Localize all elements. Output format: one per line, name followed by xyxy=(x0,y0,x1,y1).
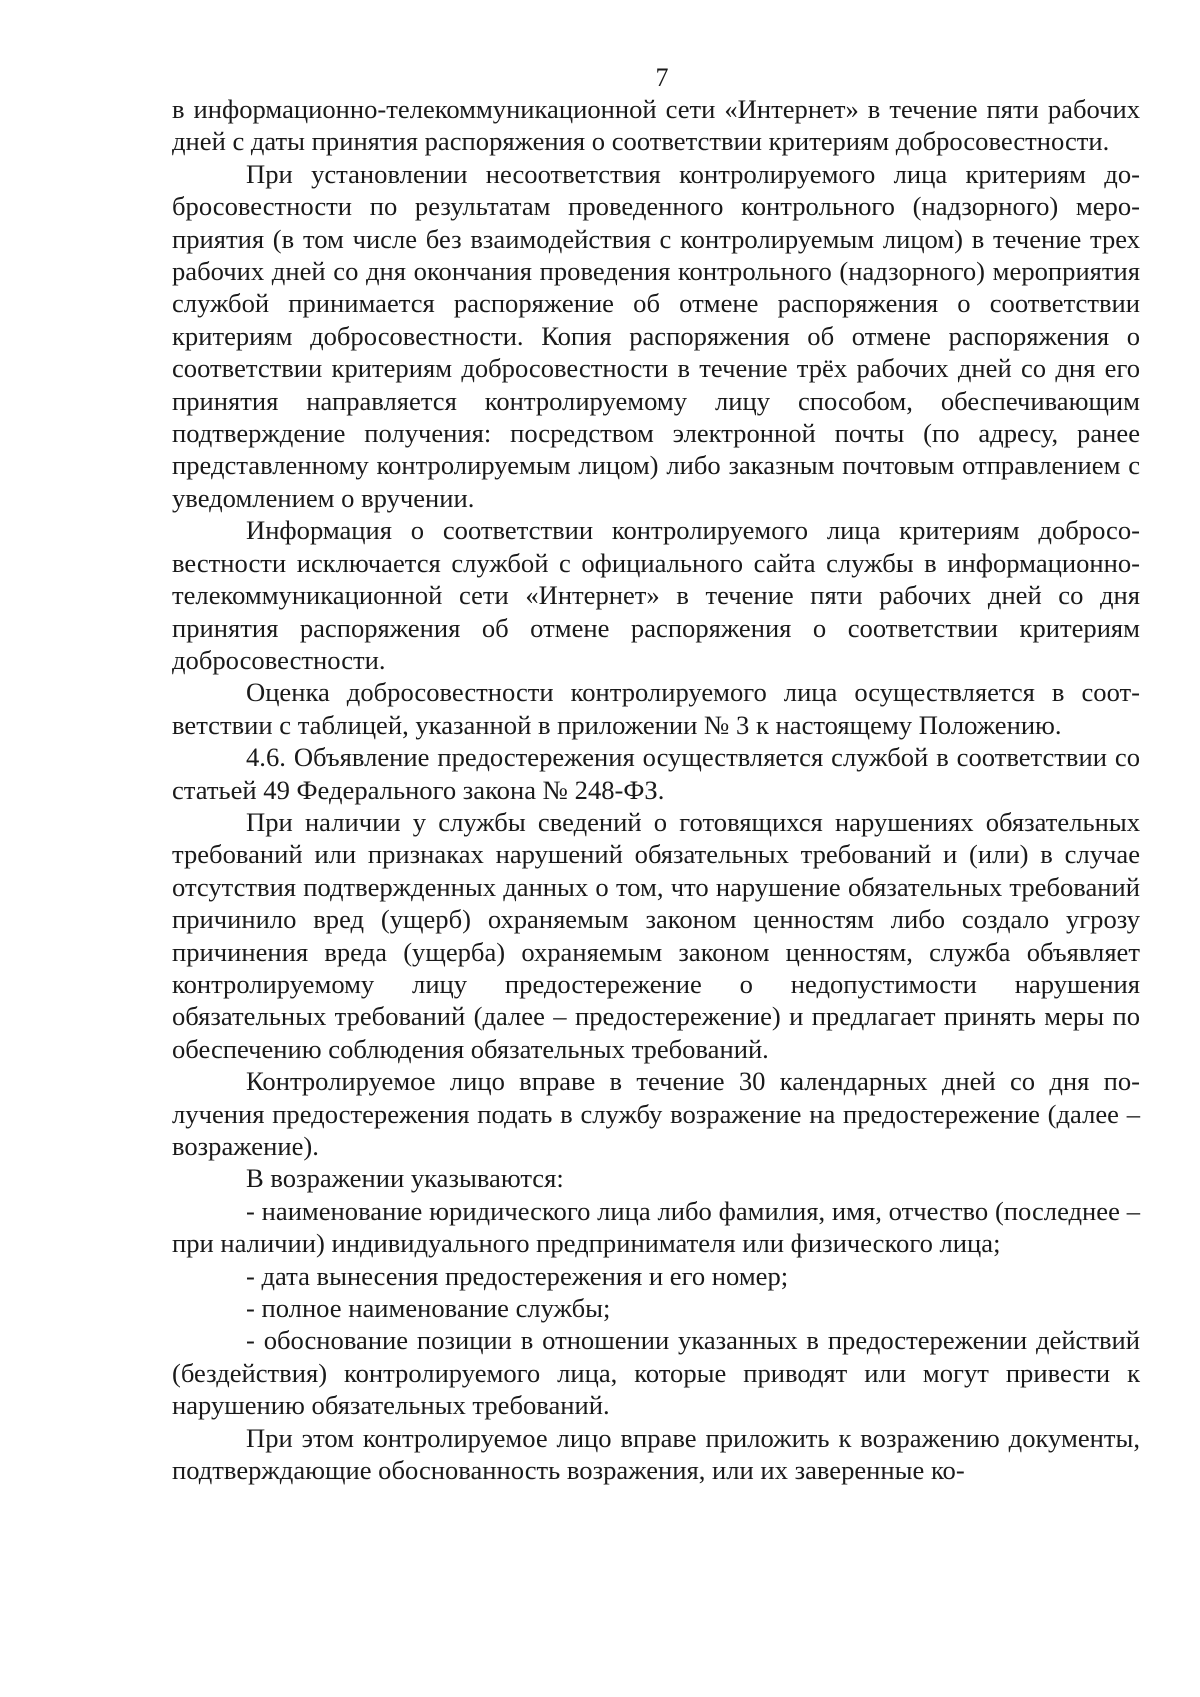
paragraph-info-removal: Информация о соответствии контролируемого лица критериям добросовестности исключается службой с официального сайта службы в информационно-телекоммуникационной сети «Интернет» в течение пяти рабочих дней со дня принятия распоряжения об отмене распоряжения о соответствии критериям добросовестности. xyxy=(172,515,1140,675)
paragraph-warning-conditions: При наличии у службы сведений о готовящихся нарушениях обязательных требований или признаках нарушений обязательных требований и (или) в случае отсутствия подтвержденных данных о том, что нарушение обязательных требований причинило вред (ущерб) охраняемым законом ценностям либо создало угрозу причинения вреда (ущерба) охраняемым законом ценностям, служба объявляет контролируемому лицу предостережение о недопустимости нарушения обязательных требований (далее – предостережение) и предлагает принять меры по обеспечению соблюдения обязательных требований. xyxy=(172,806,1140,1064)
page-number: 7 xyxy=(655,63,669,92)
paragraph-assessment: Оценка добросовестности контролируемого лица осуществляется в соответствии с таблицей, указанной в приложении № 3 к настоящему Положению. xyxy=(172,677,1140,740)
paragraph-objection-contents: В возражении указываются: xyxy=(246,1163,564,1194)
paragraph-continuation: в информационно-телекоммуникационной сети «Интернет» в течение пяти рабочих дней с даты принятия распоряжения о соответствии критериям добросовестности. xyxy=(172,94,1140,157)
paragraph-section-4-6: 4.6. Объявление предостережения осуществляется службой в соответствии со статьей 49 Федерального закона № 248-ФЗ. xyxy=(172,742,1140,805)
list-item-service-name: - полное наименование службы; xyxy=(246,1293,611,1324)
list-item-name: - наименование юридического лица либо фамилия, имя, отчество (последнее – при наличии) индивидуального предпринимателя или физического лица; xyxy=(172,1195,1140,1259)
document-body xyxy=(172,93,1140,1486)
paragraph-objection-right: Контролируемое лицо вправе в течение 30 календарных дней со дня получения предостережения подать в службу возражение на предостережение (далее – возражение). xyxy=(172,1066,1140,1161)
list-item-date: - дата вынесения предостережения и его номер; xyxy=(246,1260,789,1291)
paragraph-noncompliance: При установлении несоответствия контролируемого лица критериям добросовестности по результатам проведенного контрольного (надзорного) мероприятия (в том числе без взаимодействия с контролируемым лицом) в течение трех рабочих дней со дня окончания проведения контрольного (надзорного) мероприятия службой принимается распоряжение об отмене распоряжения о соответствии критериям добросовестности. Копия распоряжения об отмене распоряжения о соответствии критериям добросовестности в течение трёх рабочих дней со дня его принятия направляется контролируемому лицу способом, обеспечивающим подтверждение получения: посредством электронной почты (по адресу, ранее представленному контролируемым лицом) либо заказным почтовым отправлением с уведомлением о вручении. xyxy=(172,158,1140,513)
list-item-justification: - обоснование позиции в отношении указанных в предостережении действий (бездействия) контролируемого лица, которые приводят или могут привести к нарушению обязательных требований. xyxy=(172,1325,1140,1421)
paragraph-attachments: При этом контролируемое лицо вправе приложить к возражению документы, подтверждающие обоснованность возражения, или их заверенные ко- xyxy=(172,1422,1140,1486)
